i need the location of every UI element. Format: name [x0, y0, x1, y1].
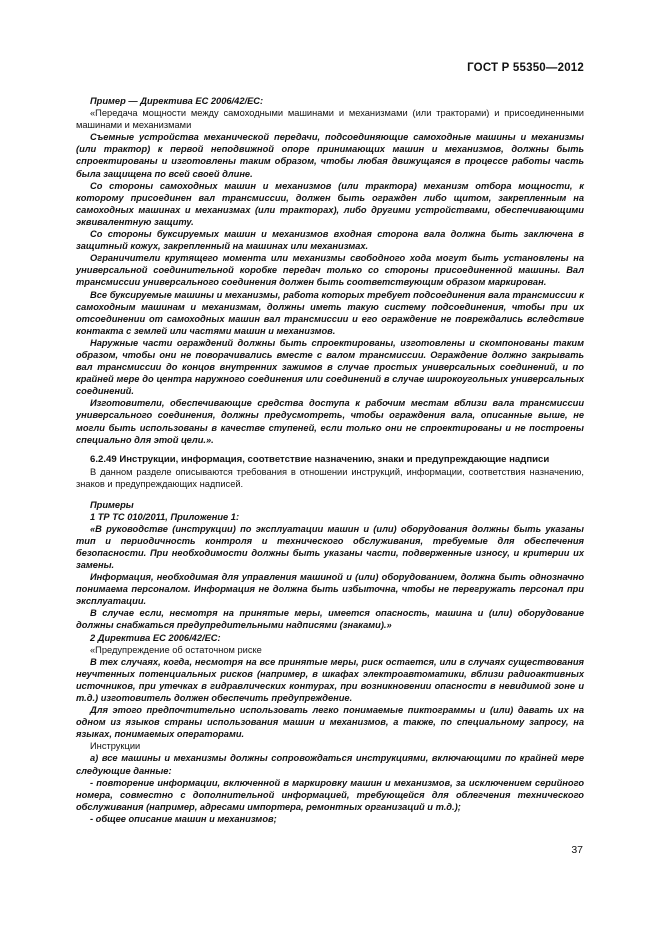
example-paragraph: Информация, необходимая для управления машиной и (или) оборудованием, должна быть однозначно понимаема персоналом. Информация не должна быть избыточна, чтобы не перегружать персонал при эксплуатации.	[76, 572, 584, 607]
example-paragraph: Изготовители, обеспечивающие средства доступа к рабочим местам вблизи вала трансмиссии универсального соединения, должны предусмотреть, чтобы ограждения вала, описанные выше, не могли быть использованы в качестве ступеней, если только они не спроектированы и не построены специально для этой цели.».	[76, 398, 584, 445]
example-paragraph: Для этого предпочтительно использовать легко понимаемые пиктограммы и (или) давать их на одном из языков страны использования машин и механизмов, а также, по специальному запросу, на языках, понимаемых операторами.	[76, 705, 584, 740]
instructions-label: Инструкции	[90, 741, 141, 752]
example-subheading: «Предупреждение об остаточном риске	[90, 644, 262, 655]
example-title: Пример — Директива ЕС 2006/42/ЕС:	[90, 96, 264, 106]
example-item-title: 1 ТР ТС 010/2011, Приложение 1:	[90, 511, 240, 522]
standard-code-header: ГОСТ Р 55350—2012	[467, 62, 584, 74]
example-item-title: 2 Директива ЕС 2006/42/ЕС:	[90, 632, 221, 643]
page-number: 37	[571, 844, 583, 856]
example-paragraph: Со стороны буксируемых машин и механизмов входная сторона вала должна быть заключена в защитный кожух, закрепленный на машинах или механизмах.	[76, 229, 584, 252]
document-body	[76, 95, 584, 825]
section-heading: 6.2.49 Инструкции, информация, соответствие назначению, знаки и предупреждающие надписи	[90, 453, 550, 465]
section-intro: В данном разделе описываются требования в отношении инструкций, информации, соответствия назначению, знаков и предупреждающих надписей.	[76, 467, 584, 490]
example-paragraph: Наружные части ограждений должны быть спроектированы, изготовлены и скомпонованы таким образом, чтобы они не поворачивались вместе с валом трансмиссии. Ограждение должно закрывать вал трансмиссии до концов внутренних зажимов в случае простых универсальных соединений, и по крайней мере до центра наружного соединения или соединений в случае широкоугольных универсальных соединений.	[76, 337, 584, 397]
example-paragraph: Со стороны самоходных машин и механизмов (или трактора) механизм отбора мощности, к которому присоединен вал трансмиссии, должен быть огражден либо щитом, закрепленным на самоходных машинах и механизмах (или тракторах), либо другими устройствами, обеспечивающими эквивалентную защиту.	[76, 180, 584, 227]
example-paragraph: В тех случаях, когда, несмотря на все принятые меры, риск остается, или в случаях существования неучтенных потенциальных рисков (например, в шкафах электроавтоматики, вблизи радиоактивных источников, при утечках в гидравлических контурах, при возникновении опасности в невидимой зоне и т.д.) изготовитель должен обеспечить предупреждение.	[76, 656, 584, 703]
instructions-item: а) все машины и механизмы должны сопровождаться инструкциями, включающими по крайней мере следующие данные:	[76, 753, 584, 776]
example-paragraph: Все буксируемые машины и механизмы, работа которых требует подсоединения вала трансмиссии к самоходным машинам и механизмам, должны иметь такую систему подсоединения, чтобы при их отсоединении от самоходных машин вал трансмиссии и его ограждение не повреждались вследствие контакта с землей или частями машин и механизмов.	[76, 289, 584, 336]
example-quote-intro: «Передача мощности между самоходными машинами и механизмами (или тракторами) и присоединенными машинами и механизмами	[76, 108, 584, 131]
example-paragraph: Ограничители крутящего момента или механизмы свободного хода могут быть установлены на универсальной соединительной коробке передач только со стороны присоединенной машины. Вал трансмиссии универсального соединения должен быть соответствующим образом маркирован.	[76, 253, 584, 288]
examples-title: Примеры	[90, 499, 134, 510]
instructions-bullet: - общее описание машин и механизмов;	[90, 813, 277, 824]
example-paragraph: «В руководстве (инструкции) по эксплуатации машин и (или) оборудования должны быть указаны тип и периодичность контроля и технического обслуживания, требуемые для обеспечения безопасности. При необходимости должны быть указаны части, подверженные износу, и критерии их замены.	[76, 523, 584, 570]
example-paragraph: Съемные устройства механической передачи, подсоединяющие самоходные машины и механизмы (или трактор) к первой неподвижной опоре принимающих машин и механизмов, должны быть спроектированы и изготовлены таким образом, чтобы любая движущаяся в процессе работы часть была защищена по всей своей длине.	[76, 132, 584, 179]
instructions-bullet: - повторение информации, включенной в маркировку машин и механизмов, за исключением серийного номера, совместно с дополнительной информацией, требующейся для облегчения технического обслуживания (например, адресами импортера, ремонтных организаций и т.д.);	[76, 777, 584, 812]
example-paragraph: В случае если, несмотря на принятые меры, имеется опасность, машина и (или) оборудование должны снабжаться предупредительными надписями (знаками).»	[76, 608, 584, 631]
